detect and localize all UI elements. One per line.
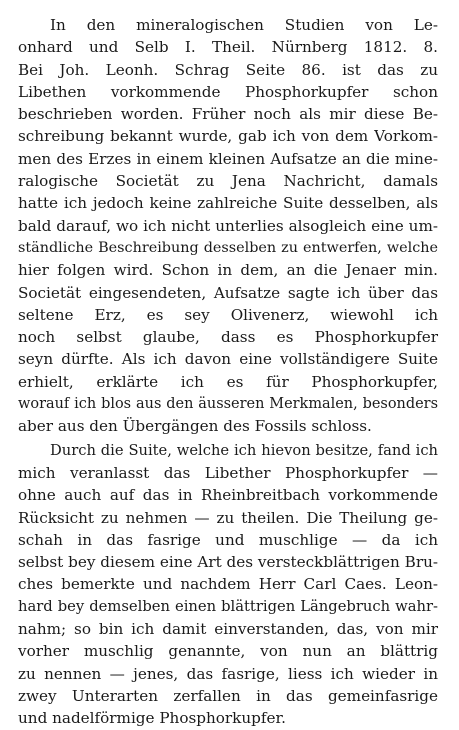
text-line: In den mineralogischen Studien von Le- [50, 16, 438, 34]
text-line: ches bemerkte und nachdem Herr Carl Caes. Leon- [18, 575, 438, 594]
text-line: schreibung bekannt wurde, gab ich von dem Vorkom- [18, 127, 438, 146]
text-line: Durch die Suite, welche ich hievon besitze, fand ich [50, 441, 438, 459]
text-line: ralogische Societät zu Jena Nachricht, damals [18, 172, 438, 191]
text-line: beschrieben worden. Früher noch als mir diese Be- [18, 105, 438, 124]
text-line: schah in das fasrige und muschlige — da ich [18, 530, 438, 549]
paragraph-1 [18, 14, 438, 438]
text-line: seyn dürfte. Als ich davon eine vollständigere Suite [18, 350, 438, 369]
text-line: zwey Unterarten zerfallen in das gemeinfasrige [18, 686, 438, 705]
text-line: hatte ich jedoch keine zahlreiche Suite desselben, als [18, 194, 438, 213]
text-line: erhielt, erklärte ich es für Phosphorkupfer, [18, 372, 438, 391]
text-line: worauf ich blos aus den äusseren Merkmalen, besonders [18, 396, 438, 413]
paragraph-2 [18, 440, 438, 730]
text-line: men des Erzes in einem kleinen Aufsatze an die mine- [18, 149, 438, 168]
text-line: hier folgen wird. Schon in dem, an die Jenaer min. [18, 261, 438, 280]
text-line: zu nennen — jenes, das fasrige, liess ich wieder in [18, 664, 438, 683]
text-line: Libethen vorkommende Phosphorkupfer schon [18, 82, 438, 101]
text-line: Bei Joh. Leonh. Schrag Seite 86. ist das zu [18, 60, 438, 79]
text-line: vorher muschlig genannte, von nun an blättrig [18, 642, 438, 661]
text-line: selbst bey diesem eine Art des versteckblättrigen Bru- [18, 553, 438, 572]
text-line: bald darauf, wo ich nicht unterlies alsogleich eine um- [18, 216, 438, 235]
text-line: aber aus den Übergängen des Fossils schloss. [18, 417, 372, 436]
text-line: ständliche Beschreibung desselben zu entwerfen, welche [18, 239, 438, 256]
text-line: onhard und Selb I. Theil. Nürnberg 1812. 8. [18, 38, 438, 57]
text-line: seltene Erz, es sey Olivenerz, wiewohl ich [18, 305, 438, 324]
text-line: noch selbst glaube, dass es Phosphorkupfer [18, 328, 438, 347]
text-line: hard bey demselben einen blättrigen Längebruch wahr- [18, 597, 438, 615]
text-line: ohne auch auf das in Rheinbreitbach vorkommende [18, 486, 438, 505]
text-line: Societät eingesendeten, Aufsatze sagte ich über das [18, 283, 438, 302]
text-line: mich veranlasst das Libether Phosphorkupfer — [18, 463, 438, 482]
text-line: und nadelförmige Phosphorkupfer. [18, 709, 286, 728]
text-line: nahm; so bin ich damit einverstanden, das, von mir [18, 620, 438, 639]
text-line: Rücksicht zu nehmen — zu theilen. Die Theilung ge- [18, 508, 438, 527]
